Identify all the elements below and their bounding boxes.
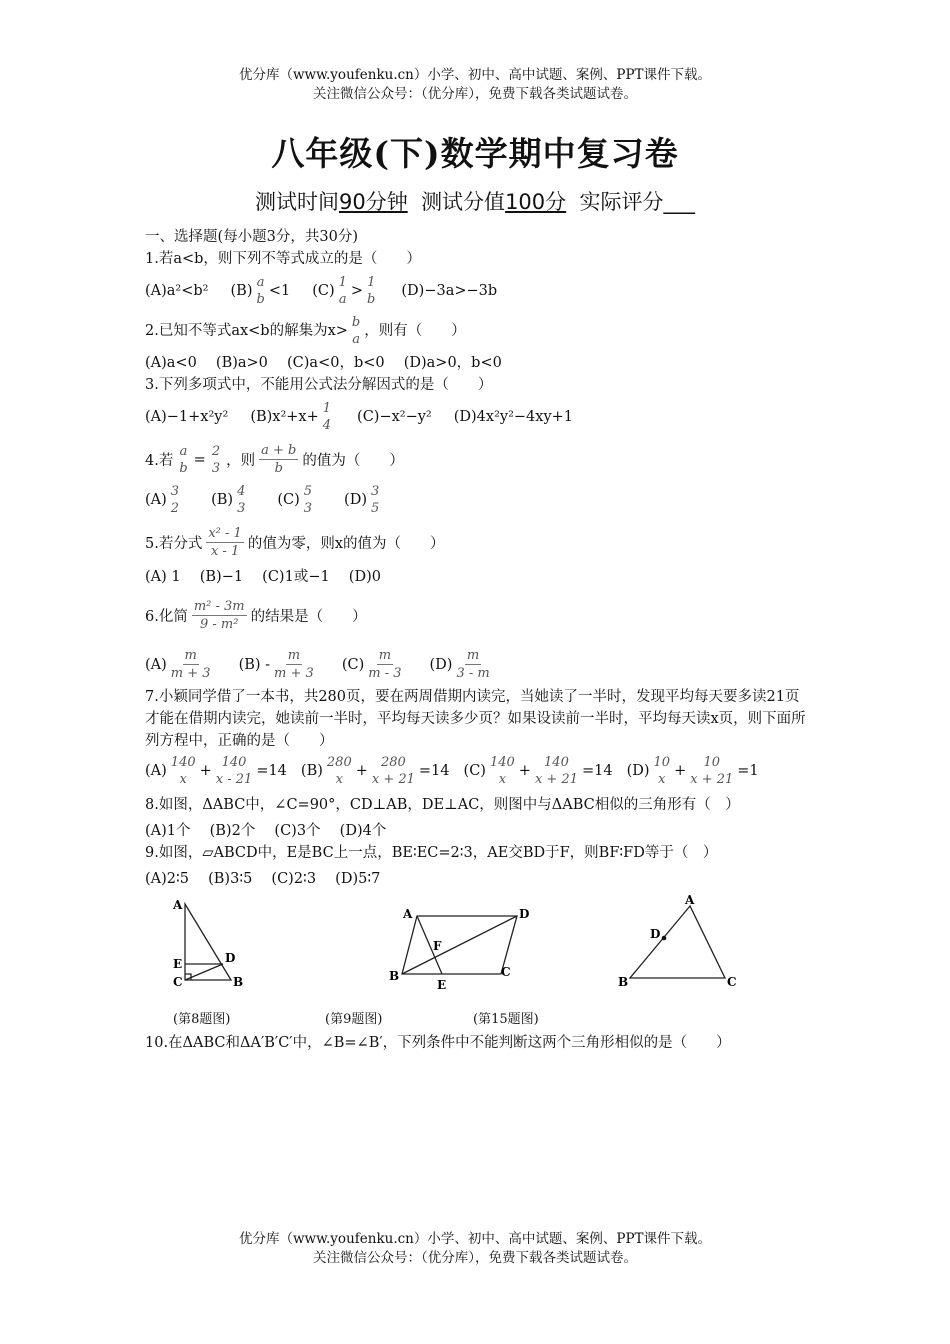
q7-stem: 7.小颖同学借了一本书，共280页，要在两周借期内读完，当她读了一半时，发现平均每天要多读21页才能在借期内读完，她读前一半时，平均每天读多少页？如果设读前一半时，平均每天读x页，则下面所列方程中，正确的是（ ） <box>145 689 806 749</box>
q6-fraction <box>192 598 247 633</box>
figure-captions <box>145 1006 810 1028</box>
fig8-caption: (第8题图) <box>173 1012 231 1027</box>
option-label: (C) <box>277 492 300 508</box>
fraction-numerator: m² - 3m <box>193 599 245 614</box>
fraction-numerator: a <box>256 275 265 290</box>
fraction-denominator: x - 21 <box>215 772 253 787</box>
fraction-denominator: x + 21 <box>690 772 734 787</box>
q5-pre: 5.若分式 <box>145 536 203 552</box>
figures-svg <box>145 894 810 1006</box>
q3-option-d: (D)4x²y²−4xy+1 <box>453 409 574 425</box>
option-label: (D) <box>429 656 453 673</box>
option-label: (A) <box>145 492 167 508</box>
fraction-numerator: 140 <box>489 755 515 770</box>
q4-fraction-2 <box>210 443 222 477</box>
option-fraction <box>454 647 491 682</box>
fig8-triangle-abc <box>185 904 231 980</box>
plus-sign: + <box>518 763 531 779</box>
q4-option-c <box>277 483 316 517</box>
fig15-triangle-abc <box>630 906 725 978</box>
q1-option-b <box>231 274 291 308</box>
exam-content <box>145 226 810 1054</box>
fig9-label-b: B <box>389 969 400 983</box>
plus-sign: + <box>674 763 687 779</box>
q5-options: (A) 1 (B)−1 (C)1或−1 (D)0 <box>145 569 381 585</box>
actual-score-blank: ___ <box>663 190 696 214</box>
actual-score-label: 实际评分 <box>579 190 664 214</box>
header-line-1: 优分库（www.youfenku.cn）小学、初中、高中试题、案例、PPT课件下载。 <box>238 67 712 83</box>
fraction-denominator: x - 1 <box>210 544 240 559</box>
q1-c-fraction-1 <box>337 274 349 308</box>
fraction-numerator: 2 <box>211 443 221 459</box>
fraction-denominator: b <box>179 460 188 476</box>
fraction-denominator: b <box>256 292 265 307</box>
q4-pre: 4.若 <box>145 453 174 469</box>
q1-c-fraction-2 <box>365 274 377 308</box>
q1-option-a: (A)a²<b² <box>145 283 209 299</box>
q4-fraction-3 <box>259 442 298 477</box>
q6-option-d <box>430 647 494 682</box>
fig8-label-a: A <box>173 898 183 912</box>
fraction-numerator: x² - 1 <box>208 526 242 541</box>
option-fraction-2 <box>370 754 417 788</box>
fraction-numerator: m <box>378 648 392 663</box>
fraction-numerator: m <box>466 648 480 663</box>
figure-8 <box>185 904 231 980</box>
q7-option-c <box>464 754 613 788</box>
option-fraction-2 <box>214 754 255 788</box>
option-fraction-2 <box>533 754 580 788</box>
option-fraction <box>169 647 213 682</box>
fig15-caption: (第15题图) <box>473 1012 539 1027</box>
fig9-label-d: D <box>519 907 530 921</box>
q5-stem <box>145 525 810 560</box>
fraction-denominator: 2 <box>170 501 180 516</box>
option-label: (C) <box>341 656 365 673</box>
q8-options: (A)1个 (B)2个 (C)3个 (D)4个 <box>145 823 387 839</box>
fig8-label-b: B <box>233 975 244 989</box>
q5-post: 的值为零，则x的值为（ ） <box>247 536 445 552</box>
plus-sign: + <box>355 763 368 779</box>
fraction-denominator: a <box>352 332 360 347</box>
figure-9 <box>402 916 517 974</box>
option-fraction <box>272 647 316 682</box>
q1-b-fraction <box>254 274 266 308</box>
q6-stem <box>145 598 810 633</box>
q1-c-operator: > <box>350 283 364 299</box>
option-fraction <box>169 483 181 517</box>
option-label: (B) <box>211 492 234 508</box>
option-label: (D) <box>626 763 650 779</box>
fraction-numerator: a + b <box>261 443 297 458</box>
option-label: (D) <box>344 492 367 508</box>
fraction-denominator: x + 21 <box>371 772 415 787</box>
footer-line-2: 关注微信公众号：（优分库），免费下载各类试题试卷。 <box>313 1250 637 1266</box>
fraction-denominator: b <box>367 292 376 307</box>
fraction-numerator: m <box>287 648 301 663</box>
fraction-denominator: x <box>658 772 666 787</box>
fig9-diagonal-bd <box>402 916 517 974</box>
page-header <box>0 66 950 104</box>
footer-line-1: 优分库（www.youfenku.cn）小学、初中、高中试题、案例、PPT课件下载。 <box>238 1231 712 1247</box>
time-label: 测试时间 <box>254 190 339 214</box>
q2-stem-pre: 2.已知不等式ax<b的解集为x> <box>145 323 348 339</box>
equation-rhs: =14 <box>581 763 613 779</box>
fraction-numerator: 3 <box>170 484 180 499</box>
equation-rhs: =1 <box>737 763 759 779</box>
fraction-numerator: a <box>179 443 188 459</box>
fig8-label-d: D <box>225 951 236 965</box>
q2-fraction <box>350 314 362 348</box>
q1-options <box>145 274 810 308</box>
fraction-denominator: m + 3 <box>274 666 314 681</box>
q1-c-label: (C) <box>312 283 335 299</box>
q3-option-a: (A)−1+x²y² <box>145 409 229 425</box>
q6-post: 的结果是（ ） <box>250 609 367 625</box>
q9-options: (A)2∶5 (B)3∶5 (C)2∶3 (D)5∶7 <box>145 871 381 887</box>
option-label: (B) - <box>238 656 271 673</box>
q3-option-b <box>250 400 335 434</box>
figures-row <box>145 894 810 1006</box>
option-fraction-1 <box>652 754 673 788</box>
fig8-label-c: C <box>173 975 183 989</box>
q10-stem: 10.在ΔABC和ΔA′B′C′中，∠B=∠B′，下列条件中不能判断这两个三角形相似的是（ ） <box>145 1035 731 1051</box>
fraction-denominator: 3 <box>303 501 313 516</box>
fraction-numerator: 1 <box>322 401 332 416</box>
fraction-numerator: 3 <box>371 484 380 499</box>
fraction-denominator: b <box>274 461 283 476</box>
q6-option-a <box>145 647 215 682</box>
q4-option-d <box>344 483 383 517</box>
fraction-numerator: 140 <box>221 755 247 770</box>
fraction-numerator: 280 <box>380 755 406 770</box>
fraction-numerator: 1 <box>367 275 376 290</box>
fig15-label-b: B <box>618 975 629 989</box>
option-fraction <box>366 647 403 682</box>
fig9-label-e: E <box>437 978 447 992</box>
q7-options <box>145 754 810 788</box>
q9-stem: 9.如图，▱ABCD中，E是BC上一点，BE∶EC=2∶3，AE交BD于F，则BF∶FD等于（ ） <box>145 845 718 861</box>
q4-fraction-1 <box>177 443 189 477</box>
fraction-denominator: m - 3 <box>368 666 402 681</box>
q1-b-label: (B) <box>230 283 253 299</box>
fraction-denominator: m + 3 <box>170 666 211 681</box>
q3-b-fraction <box>321 400 333 434</box>
test-info <box>0 186 950 216</box>
score-value: 100分 <box>505 190 567 214</box>
option-label: (A) <box>145 656 167 673</box>
q4-stem <box>145 442 810 477</box>
q7-option-d <box>627 754 759 788</box>
fig8-label-e: E <box>173 957 183 971</box>
option-fraction <box>369 483 381 517</box>
figure-15 <box>630 906 725 978</box>
fraction-denominator: x <box>335 772 343 787</box>
fraction-numerator: 10 <box>653 755 671 770</box>
q6-options <box>145 647 810 682</box>
fig15-label-c: C <box>727 975 737 989</box>
fraction-denominator: a <box>338 292 347 307</box>
page-title: 八年级(下)数学期中复习卷 <box>271 134 679 173</box>
option-label: (B) <box>300 763 323 779</box>
fraction-denominator: x + 21 <box>534 772 578 787</box>
section-heading: 一、选择题(每小题3分，共30分) <box>145 229 358 245</box>
fraction-numerator: 140 <box>170 755 196 770</box>
q4-mid: ，则 <box>226 453 256 469</box>
fraction-denominator: 9 - m² <box>200 617 239 632</box>
q1-stem: 1.若a<b，则下列不等式成立的是（ ） <box>145 251 421 267</box>
equation-rhs: =14 <box>256 763 287 779</box>
q6-pre: 6.化简 <box>145 609 188 625</box>
fig15-label-d: D <box>650 927 661 941</box>
fraction-numerator: m <box>184 648 197 663</box>
option-fraction <box>235 483 247 517</box>
fraction-numerator: b <box>351 315 361 330</box>
q4-equals: = <box>193 451 206 468</box>
page-footer <box>0 1230 950 1268</box>
fraction-numerator: 140 <box>544 755 569 770</box>
option-fraction <box>302 483 314 517</box>
q3-b-pre: (B)x²+x+ <box>250 409 319 425</box>
fraction-denominator: x <box>498 772 507 787</box>
q2-options: (A)a<0 (B)a>0 (C)a<0，b<0 (D)a>0，b<0 <box>145 355 502 371</box>
option-label: (C) <box>463 763 486 779</box>
q3-options <box>145 400 810 434</box>
fig9-label-c: C <box>501 965 511 979</box>
fraction-denominator: x <box>179 772 187 787</box>
fraction-numerator: 10 <box>703 755 721 770</box>
plus-sign: + <box>199 763 212 779</box>
q8-stem: 8.如图，ΔABC中，∠C=90°，CD⊥AB，DE⊥AC，则图中与ΔABC相似的三角形有（ ） <box>145 797 740 813</box>
equation-rhs: =14 <box>418 763 450 779</box>
fraction-denominator: 4 <box>322 418 332 433</box>
fraction-denominator: 3 <box>211 460 221 476</box>
q5-fraction <box>206 525 243 560</box>
fig9-label-a: A <box>403 907 413 921</box>
q4-option-a <box>145 483 183 517</box>
fraction-denominator: 3 <box>237 501 246 516</box>
q7-option-a <box>145 754 287 788</box>
q6-option-b <box>239 647 318 682</box>
option-fraction-1 <box>169 754 198 788</box>
fig15-point-d <box>662 936 667 941</box>
q2-stem-post: ，则有（ ） <box>364 323 466 339</box>
fraction-numerator: 4 <box>237 484 246 499</box>
option-label: (A) <box>145 763 167 779</box>
fraction-denominator: 3 - m <box>456 666 490 681</box>
fraction-numerator: 5 <box>303 484 313 499</box>
q4-option-b <box>211 483 249 517</box>
fig9-caption: (第9题图) <box>325 1012 383 1027</box>
header-line-2: 关注微信公众号：（优分库），免费下载各类试题试卷。 <box>313 86 637 102</box>
q3-stem: 3.下列多项式中，不能用公式法分解因式的是（ ） <box>145 377 493 393</box>
fraction-denominator: 5 <box>371 501 380 516</box>
fig15-label-a: A <box>685 894 695 907</box>
q6-option-c <box>342 647 406 682</box>
q3-option-c: (C)−x²−y² <box>357 409 432 425</box>
score-label: 测试分值 <box>421 190 506 214</box>
q4-post: 的值为（ ） <box>302 453 404 469</box>
option-fraction-2 <box>688 754 735 788</box>
time-value: 90分钟 <box>338 190 408 214</box>
option-fraction-1 <box>488 754 517 788</box>
fraction-numerator: 280 <box>326 755 352 770</box>
fraction-numerator: 1 <box>338 275 347 290</box>
q1-option-d: (D)−3a>−3b <box>401 283 498 299</box>
q1-b-tail: <1 <box>268 283 291 299</box>
q4-options <box>145 483 810 517</box>
option-fraction-1 <box>325 754 354 788</box>
fig9-label-f: F <box>433 939 442 953</box>
q1-option-c <box>312 274 379 308</box>
q2-stem <box>145 314 810 348</box>
q7-option-b <box>301 754 450 788</box>
